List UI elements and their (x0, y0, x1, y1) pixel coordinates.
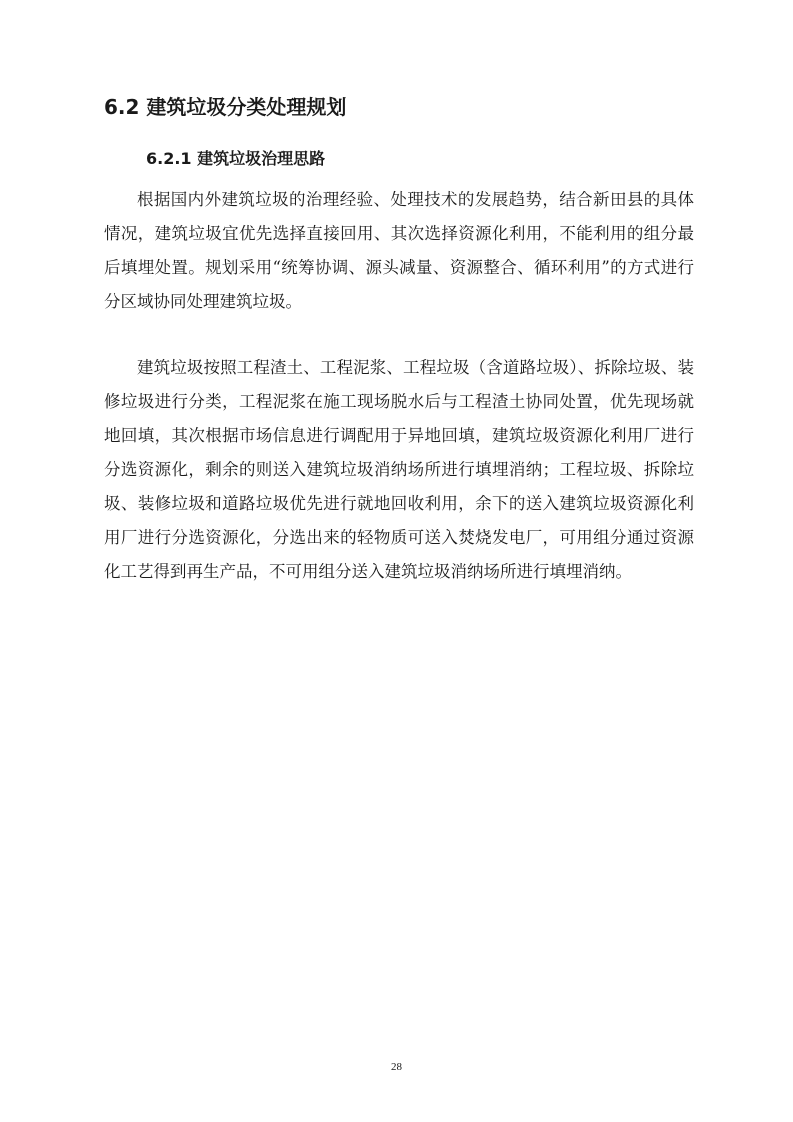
page-number: 28 (391, 1061, 402, 1073)
section-heading: 6.2 建筑垃圾分类处理规划 (104, 95, 347, 119)
body-paragraph: 根据国内外建筑垃圾的治理经验、处理技术的发展趋势，结合新田县的具体情况，建筑垃圾宜优先选择直接回用、其次选择资源化利用，不能利用的组分最后填埋处置。规划采用“统筹协调、源头减量、资源整合、循环利用”的方式进行分区域协同处理建筑垃圾。 (104, 190, 694, 311)
subsection-heading: 6.2.1 建筑垃圾治理思路 (146, 149, 326, 168)
body-paragraph: 建筑垃圾按照工程渣土、工程泥浆、工程垃圾（含道路垃圾）、拆除垃圾、装修垃圾进行分类，工程泥浆在施工现场脱水后与工程渣土协同处置，优先现场就地回填，其次根据市场信息进行调配用于异地回填，建筑垃圾资源化利用厂进行分选资源化，剩余的则送入建筑垃圾消纳场所进行填埋消纳；工程垃圾、拆除垃圾、装修垃圾和道路垃圾优先进行就地回收利用，余下的送入建筑垃圾资源化利用厂进行分选资源化，分选出来的轻物质可送入焚烧发电厂，可用组分通过资源化工艺得到再生产品，不可用组分送入建筑垃圾消纳场所进行填埋消纳。 (104, 358, 694, 581)
